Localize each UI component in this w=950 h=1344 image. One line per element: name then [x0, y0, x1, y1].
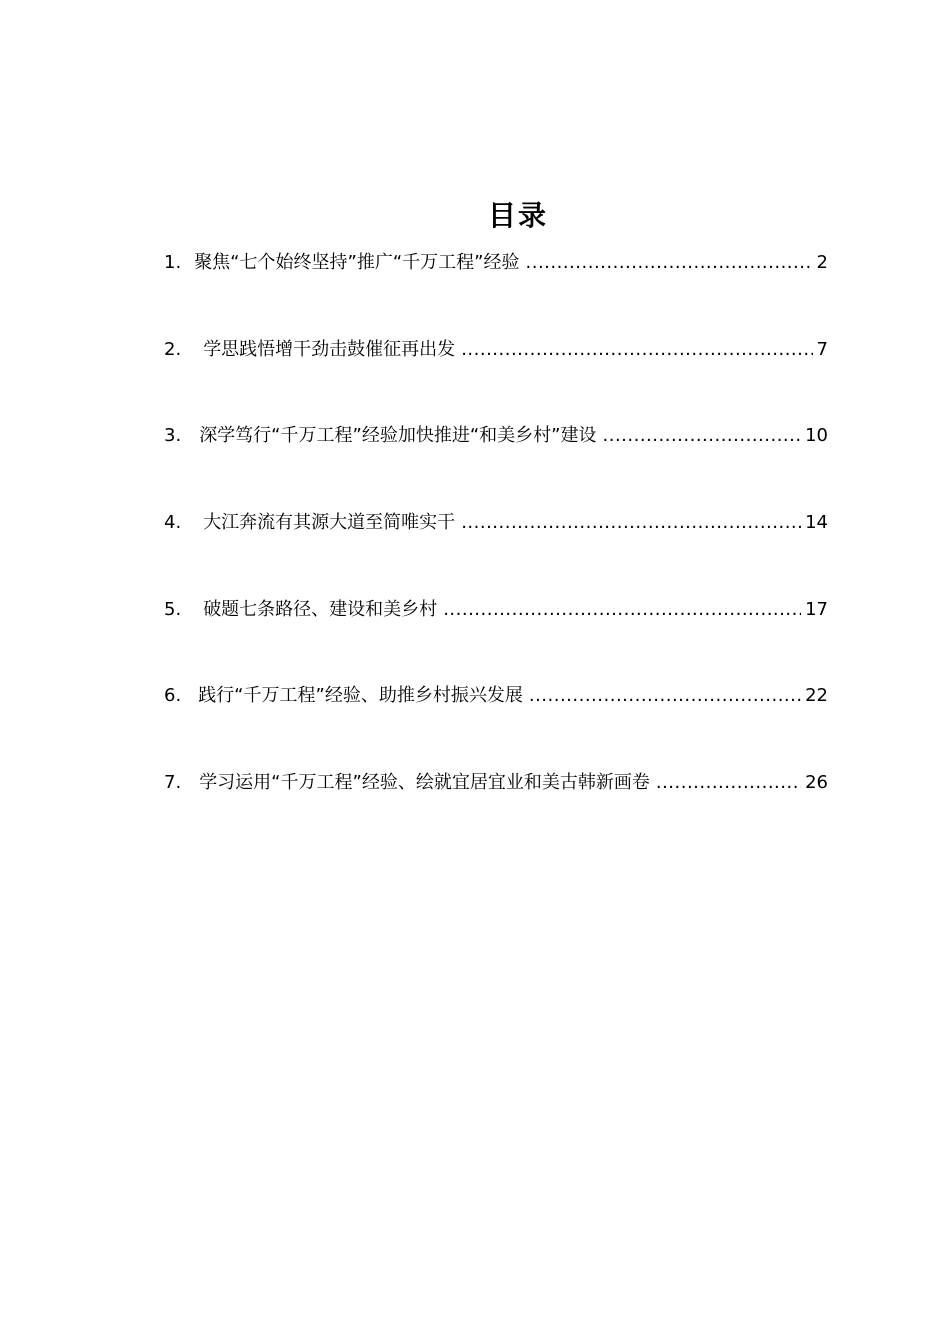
toc-entry-5[interactable]: [164, 595, 828, 625]
toc-entry-number: 3.: [164, 425, 182, 447]
dot-leader: [526, 248, 813, 278]
toc-entry-number: 7.: [164, 772, 182, 794]
toc-entry-page: 2: [816, 252, 828, 273]
toc-entry-page: 10: [805, 425, 828, 447]
toc-entry-title: 学思践悟增干劲击鼓催征再出发: [203, 338, 456, 360]
toc-entry-page: 17: [805, 598, 828, 620]
toc-entry-7[interactable]: [164, 768, 828, 798]
dot-leader: [656, 768, 801, 798]
toc-entry-number: 6.: [164, 685, 182, 707]
toc-entry-title: 大江奔流有其源大道至简唯实干: [203, 512, 456, 534]
toc-entry-title: 践行“千万工程”经验、助推乡村振兴发展: [198, 685, 523, 707]
toc-entry-1[interactable]: [164, 248, 828, 278]
toc-entry-title: 学习运用“千万工程”经验、绘就宜居宜业和美古韩新画卷: [199, 772, 650, 794]
dot-leader: [461, 508, 801, 538]
toc-entry-title: 聚焦“七个始终坚持”推广“千万工程”经验: [194, 252, 520, 273]
toc-entry-title: 破题七条路径、建设和美乡村: [203, 598, 438, 620]
dot-leader: [443, 595, 801, 625]
toc-entry-page: 7: [816, 338, 828, 360]
table-of-contents: [164, 248, 828, 798]
toc-entry-page: 22: [805, 685, 828, 707]
toc-entry-number: 2.: [164, 338, 182, 360]
dot-leader: [461, 335, 812, 365]
toc-entry-2[interactable]: [164, 335, 828, 365]
toc-entry-page: 26: [805, 772, 828, 794]
toc-entry-number: 4.: [164, 512, 182, 534]
toc-entry-3[interactable]: [164, 421, 828, 451]
toc-entry-6[interactable]: [164, 681, 828, 711]
toc-entry-title: 深学笃行“千万工程”经验加快推进“和美乡村”建设: [199, 425, 597, 447]
dot-leader: [603, 421, 802, 451]
toc-title: 目录: [487, 199, 548, 232]
toc-entry-page: 14: [805, 512, 828, 534]
toc-entry-4[interactable]: [164, 508, 828, 538]
toc-entry-number: 1.: [164, 252, 182, 273]
toc-entry-number: 5.: [164, 598, 182, 620]
dot-leader: [529, 681, 801, 711]
